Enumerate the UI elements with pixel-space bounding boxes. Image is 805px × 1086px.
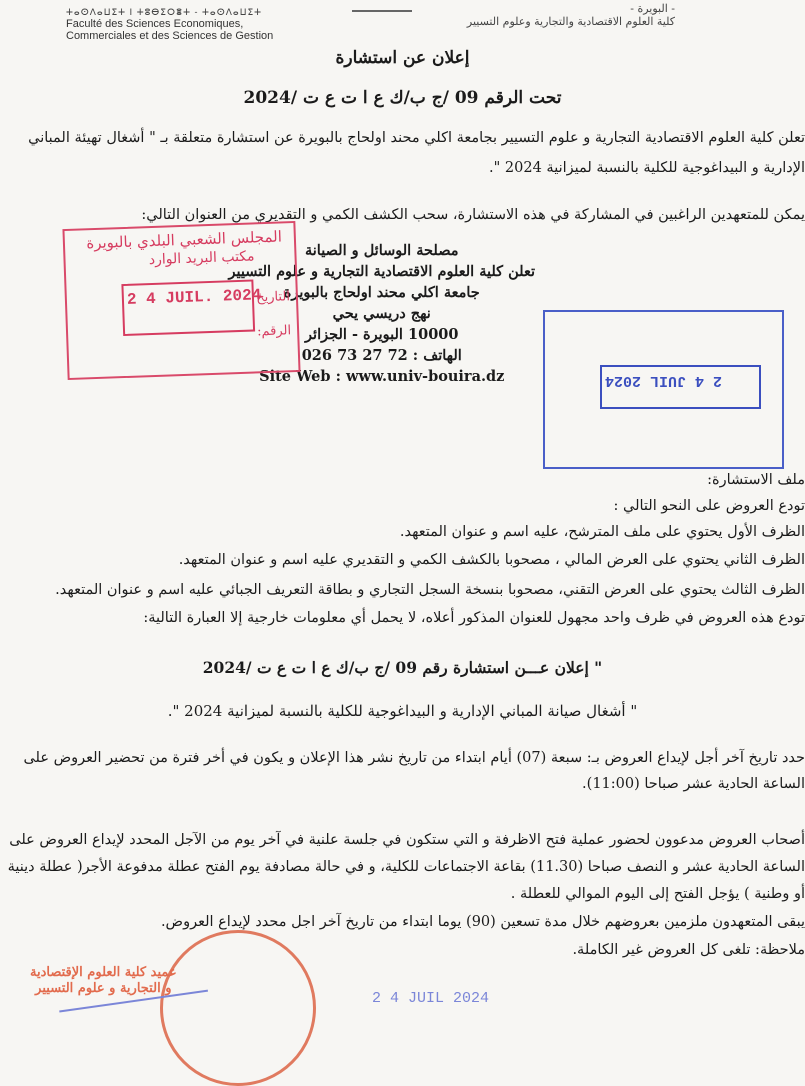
address-university: جامعة اكلي محند اولحاج بالبويرة — [229, 282, 535, 303]
address-service: مصلحة الوسائل و الصيانة — [229, 240, 535, 261]
file-line-2: الظرف الأول يحتوي على ملف المترشح، عليه اسم و عنوان المتعهد. — [400, 522, 805, 542]
opening-line3: أو وطنية ) يؤجل الفتح إلى اليوم الموالي للعطلة . — [511, 884, 805, 904]
envelope-label-subject: " أشغال صيانة المباني الإدارية و البيداغوجية للكلية بالنسبة لميزانية 2024 ". — [0, 702, 805, 720]
address-website: Site Web : www.univ-bouira.dz — [229, 366, 535, 387]
stamp-red-line2: مكتب البريد الوارد — [149, 248, 255, 268]
file-line-5: تودع هذه العروض في ظرف واحد مجهول للعنوان المذكور أعلاه، لا يحمل أي معلومات خارجية إلا العبارة التالية: — [143, 608, 805, 628]
stamp-red-date: 2 4 JUIL. 2024 — [127, 286, 262, 309]
intro-line2: الإدارية و البيداغوجية للكلية بالنسبة لميزانية 2024 ". — [489, 158, 805, 178]
header-ar-faculty: كلية العلوم الاقتصادية والتجارية وعلوم التسيير — [467, 15, 675, 28]
stamp-red-number-label: الرقم: — [257, 323, 292, 339]
reference-number: تحت الرقم 09 /ج ب/ك ع ا ت ع ت /2024 — [0, 88, 805, 108]
address-street: نهج دريسي يحي — [229, 303, 535, 324]
header-arabic — [467, 2, 675, 28]
page-title: إعلان عن استشارة — [0, 48, 805, 68]
header-french — [66, 6, 273, 42]
file-line-1: تودع العروض على النحو التالي : — [614, 496, 805, 516]
opening-line1: أصحاب العروض مدعوون لحضور عملية فتح الاظرفة و التي ستكون في جلسة علنية في آخر يوم من الآجل المحدد لإيداع العروض على — [9, 830, 805, 850]
faculty-fr-line1: Faculté des Sciences Economiques, — [66, 18, 273, 30]
stamp-blue-date: 2 4 JUIL 2024 — [605, 372, 722, 389]
deadline-line2: الساعة الحادية عشر صباحا (11:00). — [582, 774, 805, 794]
file-line-3: الظرف الثاني يحتوي على العرض المالي ، مصحوبا بالكشف الكمي و التقديري عليه اسم و عنوان المتعهد. — [179, 550, 805, 570]
dean-stamp-line2: و التجارية و علوم التسيير — [30, 981, 177, 997]
intro-line1: تعلن كلية العلوم الاقتصادية التجارية و علوم التسيير بجامعة اكلي محند اولحاج بالبويرة عن استشارة متعلقة بـ " أشغال تهيئة المباني — [28, 128, 805, 148]
note-text: ملاحظة: تلغى كل العروض غير الكاملة. — [572, 940, 805, 960]
withdrawal-text: يمكن للمتعهدين الراغبين في المشاركة في هذه الاستشارة، سحب الكشف الكمي و التقديري من العنوان التالي: — [141, 205, 805, 225]
validity-text: يبقى المتعهدون ملزمين بعروضهم خلال مدة تسعين (90) يوما ابتداء من تاريخ آخر اجل محدد لإيداع العروض. — [161, 912, 805, 932]
deadline-line1: حدد تاريخ آخر أجل لإيداع العروض بـ: سبعة (07) أيام ابتداء من تاريخ نشر هذا الإعلان و يكون في أخر فترة من تحضير العروض على — [23, 748, 805, 768]
address-phone: الهاتف : 72 27 73 026 — [229, 345, 535, 366]
faculty-fr-line2: Commerciales et des Sciences de Gestion — [66, 30, 273, 42]
header-logo — [352, 0, 412, 12]
envelope-label-title: " إعلان عـــن استشارة رقم 09 /ج ب/ك ع ا ت ع ت /2024 — [0, 658, 805, 677]
address-city: 10000 البويرة - الجزائر — [229, 324, 535, 345]
opening-line2: الساعة الحادية عشر و النصف صباحا (11.30) بقاعة الاجتماعات للكلية، و في حالة مصادفة يوم الفتح عطلة مدفوعة الأجر( عطلة دينية — [8, 857, 805, 877]
reception-stamp — [543, 310, 784, 469]
municipal-mail-stamp — [62, 221, 300, 380]
address-faculty: تعلن كلية العلوم الاقتصادية التجارية و علوم التسيير — [229, 261, 535, 282]
stamp-red-line1: المجلس الشعبي البلدي بالبويرة — [86, 227, 282, 252]
file-line-4: الظرف الثالث يحتوي على العرض التقني، مصحوبا بنسخة السجل التجاري و بطاقة التعريف الجبائي عليه اسم و عنوان المتعهد. — [55, 580, 805, 600]
file-title: ملف الاستشارة: — [707, 470, 805, 490]
dean-stamp-text — [30, 965, 177, 997]
header-tifinagh: ⵜⴰⵙⴷⴰⵡⵉⵜ ⵏ ⵜⵓⴱⵉⵔⴻⵜ - ⵜⴰⵙⴷⴰⵡⵉⵜ — [66, 6, 273, 18]
dean-stamp-line1: عميد كلية العلوم الإقتصادية — [30, 965, 177, 981]
stamp-red-date-label: التاريخ — [256, 289, 290, 305]
bottom-date-stamp: 2 4 JUIL 2024 — [372, 990, 489, 1007]
header-ar-city: - البويرة - — [467, 2, 675, 15]
